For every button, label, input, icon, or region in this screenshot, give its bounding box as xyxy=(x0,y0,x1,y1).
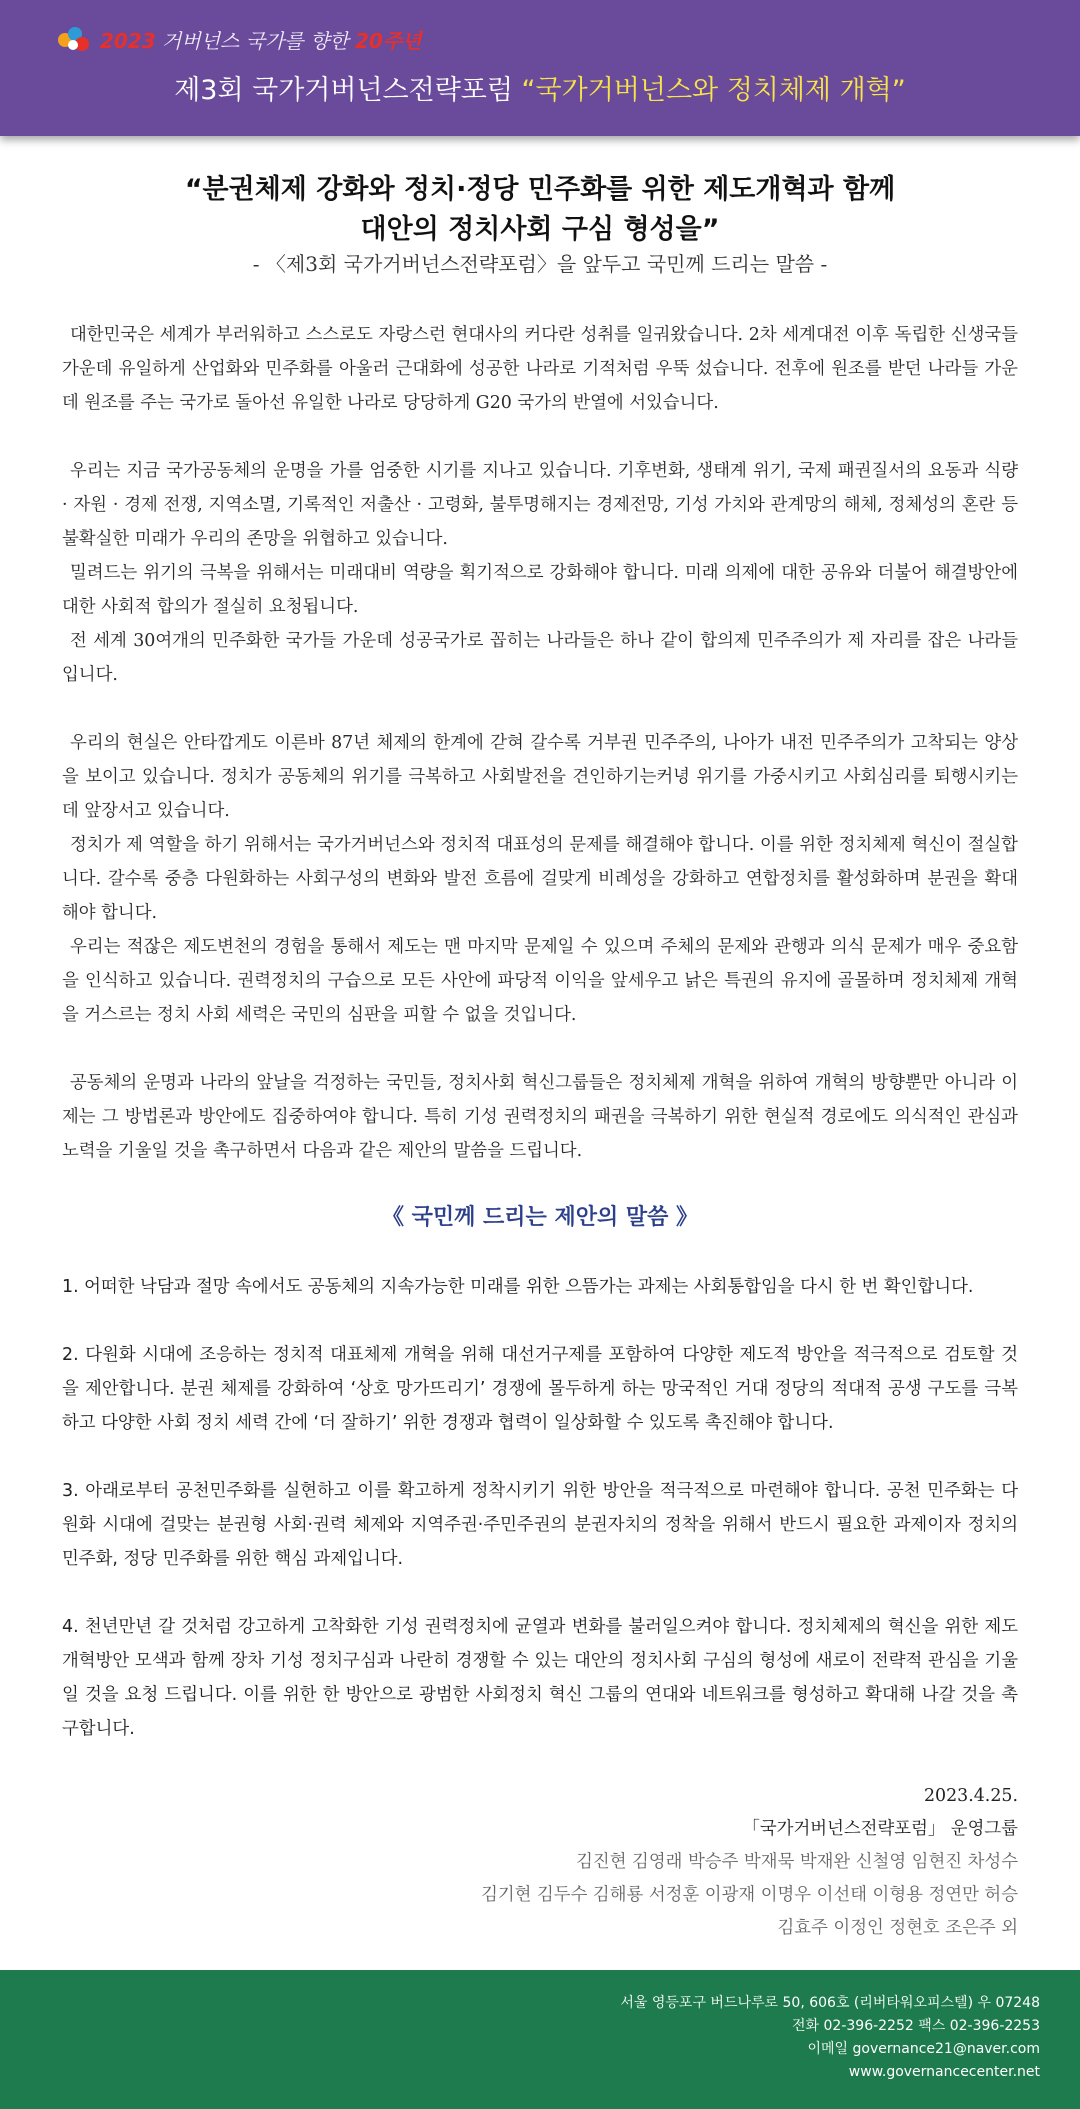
proposal-heading: 《 국민께 드리는 제안의 말씀 》 xyxy=(381,1205,699,1230)
logo-icon xyxy=(58,24,92,54)
proposal-list xyxy=(62,1270,1018,1780)
body-paragraph: 우리의 현실은 안타깝게도 이른바 87년 체제의 한계에 갇혀 갈수록 거부권 민주주의, 나아가 내전 민주주의가 고착되는 양상을 보이고 있습니다. 정치가 공동체의 위기를 극복하고 사회발전을 견인하기는커녕 위기를 가중시키고 사회심리를 퇴행시키는 데 앞장서고 있습니다. xyxy=(62,733,1018,821)
email-text[interactable]: 이메일 governance21@naver.com xyxy=(807,2041,1040,2057)
forum-name: 제3회 국가거버넌스전략포럼 xyxy=(174,75,522,106)
tagline-anniversary: 20주년 xyxy=(354,28,422,53)
tagline-year: 2023 xyxy=(100,28,156,53)
tagline-middle: 거버넌스 국가를 향한 xyxy=(155,28,355,53)
statement-title xyxy=(0,170,1080,250)
contact-info xyxy=(620,1992,1040,2084)
signer-group: 「국가거버넌스전략포럼」 운영그룹 xyxy=(742,1819,1018,1839)
website-link[interactable]: www.governancecenter.net xyxy=(848,2064,1040,2080)
forum-theme: “국가거버넌스와 정치체제 개혁” xyxy=(521,75,906,106)
proposal-item: 1. 어떠한 낙담과 절망 속에서도 공동체의 지속가능한 미래를 위한 으뜸가는 과제는 사회통합임을 다시 한 번 확인합니다. xyxy=(62,1277,974,1297)
body-paragraph: 전 세계 30여개의 민주화한 국가들 가운데 성공국가로 꼽히는 나라들은 하나 같이 합의제 민주주의가 제 자리를 잡은 나라들입니다. xyxy=(62,631,1018,685)
footer-contact xyxy=(0,1970,1080,2109)
title-line-1: “분권체제 강화와 정치·정당 민주화를 위한 제도개혁과 함께 xyxy=(184,174,896,205)
anniversary-tagline xyxy=(58,24,421,54)
member-list-line: 김기현 김두수 김해룡 서정훈 이광재 이명우 이선태 이형용 정연만 허승 xyxy=(481,1885,1018,1905)
proposal-item: 2. 다원화 시대에 조응하는 정치적 대표체제 개혁을 위해 대선거구제를 포함하여 다양한 제도적 방안을 적극적으로 검토할 것을 제안합니다. 분권 체제를 강화하여 ‘상호 망가뜨리기’ 경쟁에 몰두하게 하는 망국적인 거대 정당의 적대적 공생 구도를 극복하고 다양한 사회 정치 세력 간에 ‘더 잘하기’ 위한 경쟁과 협력이 일상화할 수 있도록 촉진해야 합니다. xyxy=(62,1345,1018,1433)
member-list-line: 김진현 김영래 박승주 박재묵 박재완 신철영 임현진 차성수 xyxy=(576,1852,1018,1872)
body-paragraph: 공동체의 운명과 나라의 앞날을 걱정하는 국민들, 정치사회 혁신그룹들은 정치체제 개혁을 위하여 개혁의 방향뿐만 아니라 이제는 그 방법론과 방안에도 집중하여야 합니다. 특히 기성 권력정치의 패권을 극복하기 위한 현실적 경로에도 의식적인 관심과 노력을 기울일 것을 촉구하면서 다음과 같은 제안의 말씀을 드립니다. xyxy=(62,1073,1018,1161)
address-text: 서울 영등포구 버드나루로 50, 606호 (리버타워오피스텔) 우 07248 xyxy=(620,1995,1040,2011)
phone-fax-text: 전화 02-396-2252 팩스 02-396-2253 xyxy=(792,2018,1040,2034)
body-paragraph: 밀려드는 위기의 극복을 위해서는 미래대비 역량을 획기적으로 강화해야 합니다. 미래 의제에 대한 공유와 더불어 해결방안에 대한 사회적 합의가 절실히 요청됩니다. xyxy=(62,563,1018,617)
statement-subtitle: - 〈제3회 국가거버넌스전략포럼〉을 앞두고 국민께 드리는 말씀 - xyxy=(252,252,828,276)
header-banner xyxy=(0,0,1080,136)
body-paragraph: 정치가 제 역할을 하기 위해서는 국가거버넌스와 정치적 대표성의 문제를 해결해야 합니다. 이를 위한 정치체제 혁신이 절실합니다. 갈수록 중층 다원화하는 사회구성의 변화와 발전 흐름에 걸맞게 비례성을 강화하고 연합정치를 활성화하며 분권을 확대해야 합니다. xyxy=(62,835,1018,923)
title-line-2: 대안의 정치사회 구심 형성을” xyxy=(360,214,720,245)
tagline-text xyxy=(100,25,421,54)
signature-block xyxy=(318,1780,1018,1945)
statement-body xyxy=(62,318,1018,1168)
proposal-item: 3. 아래로부터 공천민주화를 실현하고 이를 확고하게 정착시키기 위한 방안을 적극적으로 마련해야 합니다. 공천 민주화는 다원화 시대에 걸맞는 분권형 사회·권력 체제와 지역주권·주민주권의 분권자치의 정착을 위해서 반드시 필요한 과제이자 정치의 민주화, 정당 민주화를 위한 핵심 과제입니다. xyxy=(62,1481,1018,1569)
body-paragraph: 우리는 적잖은 제도변천의 경험을 통해서 제도는 맨 마지막 문제일 수 있으며 주체의 문제와 관행과 의식 문제가 매우 중요함을 인식하고 있습니다. 권력정치의 구습으로 모든 사안에 파당적 이익을 앞세우고 낡은 특권의 유지에 골몰하며 정치체제 개혁을 거스르는 정치 사회 세력은 국민의 심판을 피할 수 없을 것입니다. xyxy=(62,937,1018,1025)
proposal-item: 4. 천년만년 갈 것처럼 강고하게 고착화한 기성 권력정치에 균열과 변화를 불러일으켜야 합니다. 정치체제의 혁신을 위한 제도개혁방안 모색과 함께 장차 기성 정치구심과 나란히 경쟁할 수 있는 대안의 정치사회 구심의 형성에 새로이 전략적 관심을 기울일 것을 요청 드립니다. 이를 위한 한 방안으로 광범한 사회정치 혁신 그룹의 연대와 네트워크를 형성하고 확대해 나갈 것을 촉구합니다. xyxy=(62,1617,1018,1739)
statement-date: 2023.4.25. xyxy=(923,1786,1018,1806)
member-list-line: 김효주 이정인 정현호 조은주 외 xyxy=(777,1918,1018,1938)
forum-title xyxy=(0,68,1080,107)
body-paragraph: 대한민국은 세계가 부러워하고 스스로도 자랑스런 현대사의 커다란 성취를 일궈왔습니다. 2차 세계대전 이후 독립한 신생국들 가운데 유일하게 산업화와 민주화를 아울러 근대화에 성공한 나라로 기적처럼 우뚝 섰습니다. 전후에 원조를 받던 나라들 가운데 원조를 주는 국가로 돌아선 유일한 나라로 당당하게 G20 국가의 반열에 서있습니다. xyxy=(62,325,1018,413)
body-paragraph: 우리는 지금 국가공동체의 운명을 가를 엄중한 시기를 지나고 있습니다. 기후변화, 생태계 위기, 국제 패권질서의 요동과 식량 · 자원 · 경제 전쟁, 지역소멸, 기록적인 저출산 · 고령화, 불투명해지는 경제전망, 기성 가치와 관계망의 해체, 정체성의 혼란 등 불확실한 미래가 우리의 존망을 위협하고 있습니다. xyxy=(62,461,1018,549)
